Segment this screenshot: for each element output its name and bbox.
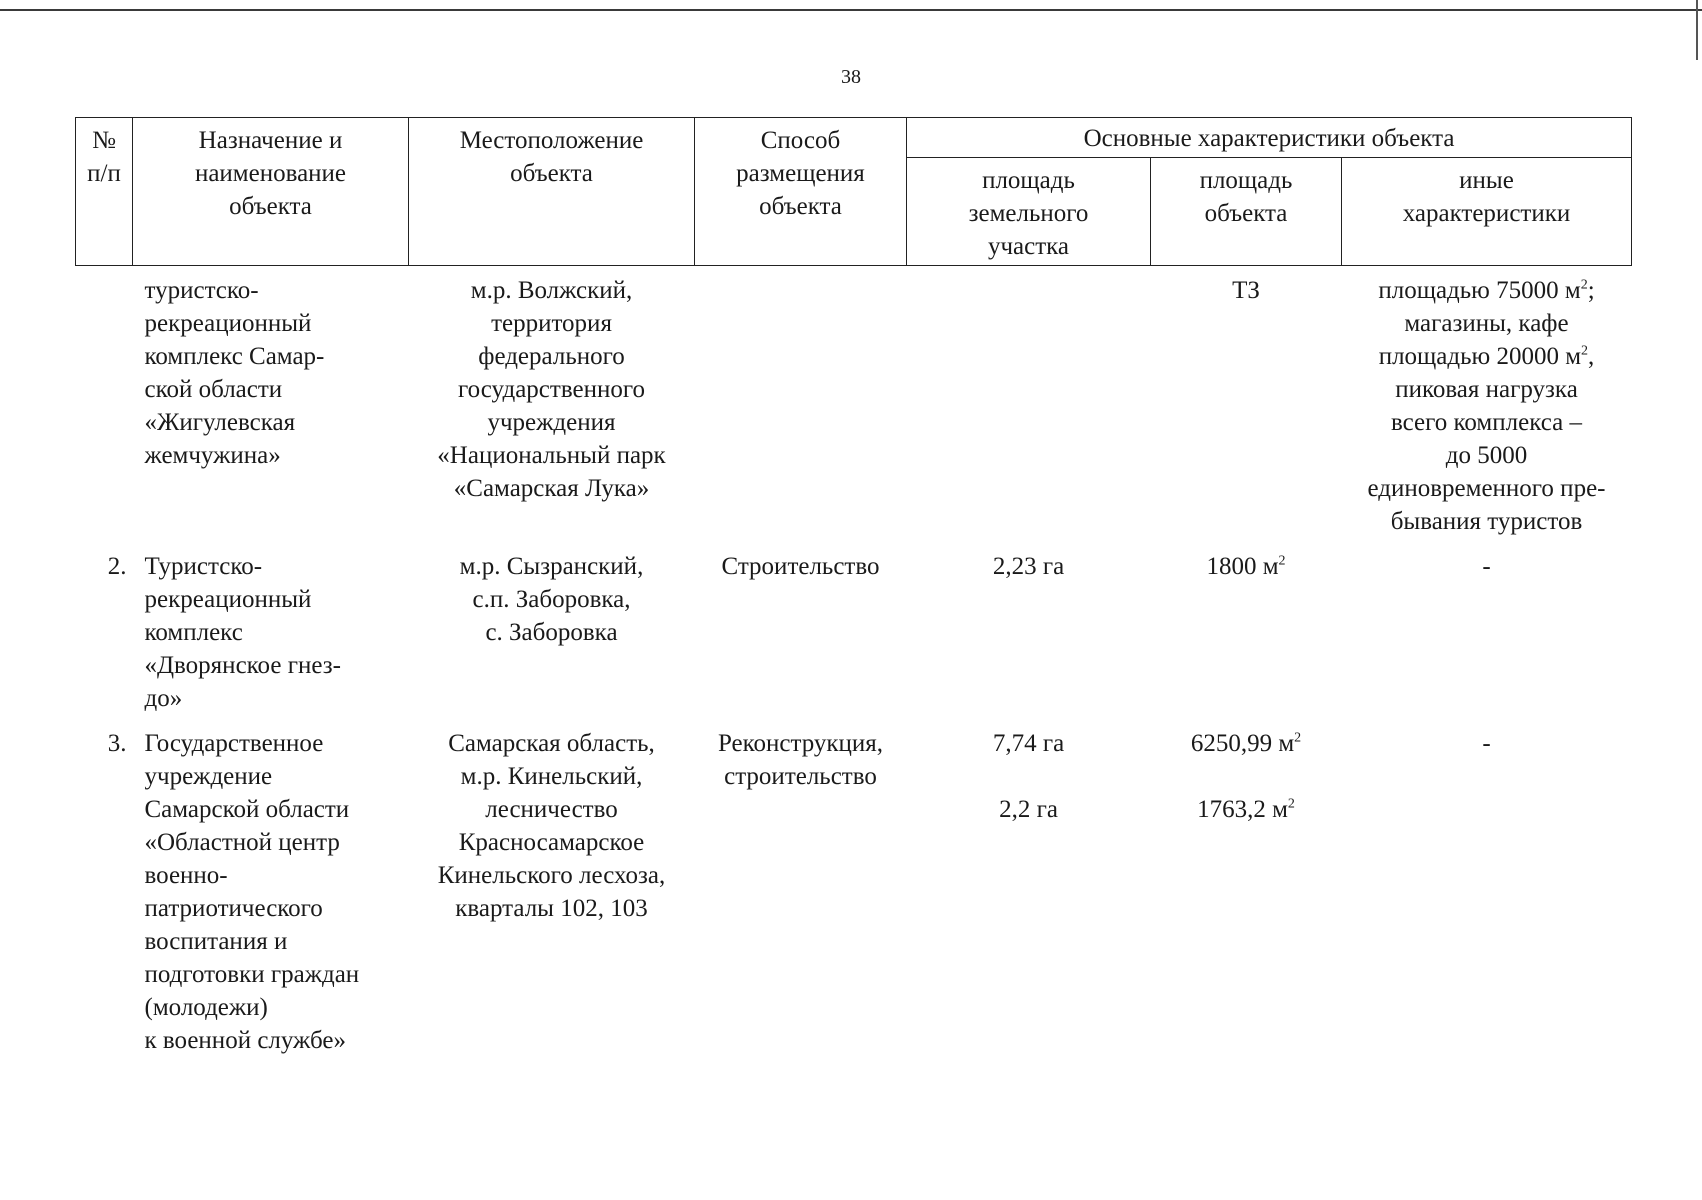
row-object-area: 1800 $м^2$ <box>1206 553 1286 580</box>
table-header <box>76 118 1632 266</box>
row-method: Строительство <box>721 553 880 580</box>
row-method <box>695 266 907 551</box>
header-location: Местоположение объекта <box>409 118 695 266</box>
table-row <box>76 550 1632 727</box>
header-land-area: площадь земельного участка <box>907 158 1151 266</box>
row-object-area: 6250,99 $м^2$ 1763,2 $м^2$ <box>1190 730 1302 823</box>
row-method: Реконструкция, строительство <box>717 730 884 790</box>
scan-edge-line <box>0 9 1702 11</box>
row-land-area <box>907 266 1151 551</box>
row-num: 2. <box>107 553 127 580</box>
header-method: Способ размещения объекта <box>695 118 907 266</box>
row-land-area: 2,23 га <box>992 553 1065 580</box>
row-num: 3. <box>107 730 127 757</box>
scan-edge-mark <box>1696 0 1698 60</box>
row-other: - <box>1482 553 1491 580</box>
table-row <box>76 727 1632 1057</box>
row-name: Государственное учреждение Самарской области «Областной центр военно- патриотического воспитания и подготовки граждан (молодежи) к военной службе» <box>144 730 360 1054</box>
header-num: № п/п <box>76 118 133 266</box>
row-name: туристско- рекреационный комплекс Самар- ской области «Жигулевская жемчужина» <box>144 277 325 469</box>
row-location: Самарская область, м.р. Кинельский, лесничество Красносамарское Кинельского лесхоза, кварталы 102, 103 <box>437 730 666 922</box>
table-row <box>76 266 1632 551</box>
row-location: м.р. Волжский, территория федерального государственного учреждения «Национальный парк «Самарская Лука» <box>437 277 666 502</box>
row-land-area: 7,74 га 2,2 га <box>992 730 1065 823</box>
header-object-area: площадь объекта <box>1151 158 1342 266</box>
row-object-area: ТЗ <box>1232 277 1260 304</box>
page-number: 38 <box>841 66 861 88</box>
header-other: иные характеристики <box>1342 158 1632 266</box>
row-name: Туристско- рекреационный комплекс «Дворянское гнез- до» <box>144 553 341 712</box>
objects-table <box>75 117 1632 1057</box>
row-location: м.р. Сызранский, с.п. Заборовка, с. Заборовка <box>459 553 644 646</box>
row-other: - <box>1482 730 1491 757</box>
header-characteristics: Основные характеристики объекта <box>907 118 1632 158</box>
row-other: площадью 75000 $м^2$; магазины, кафе площадью 20000 $м^2$, пиковая нагрузка всего комплекса – до 5000 единовременного пре- бывания туристов <box>1367 277 1606 535</box>
row-num <box>76 266 133 551</box>
header-name: Назначение и наименование объекта <box>133 118 409 266</box>
